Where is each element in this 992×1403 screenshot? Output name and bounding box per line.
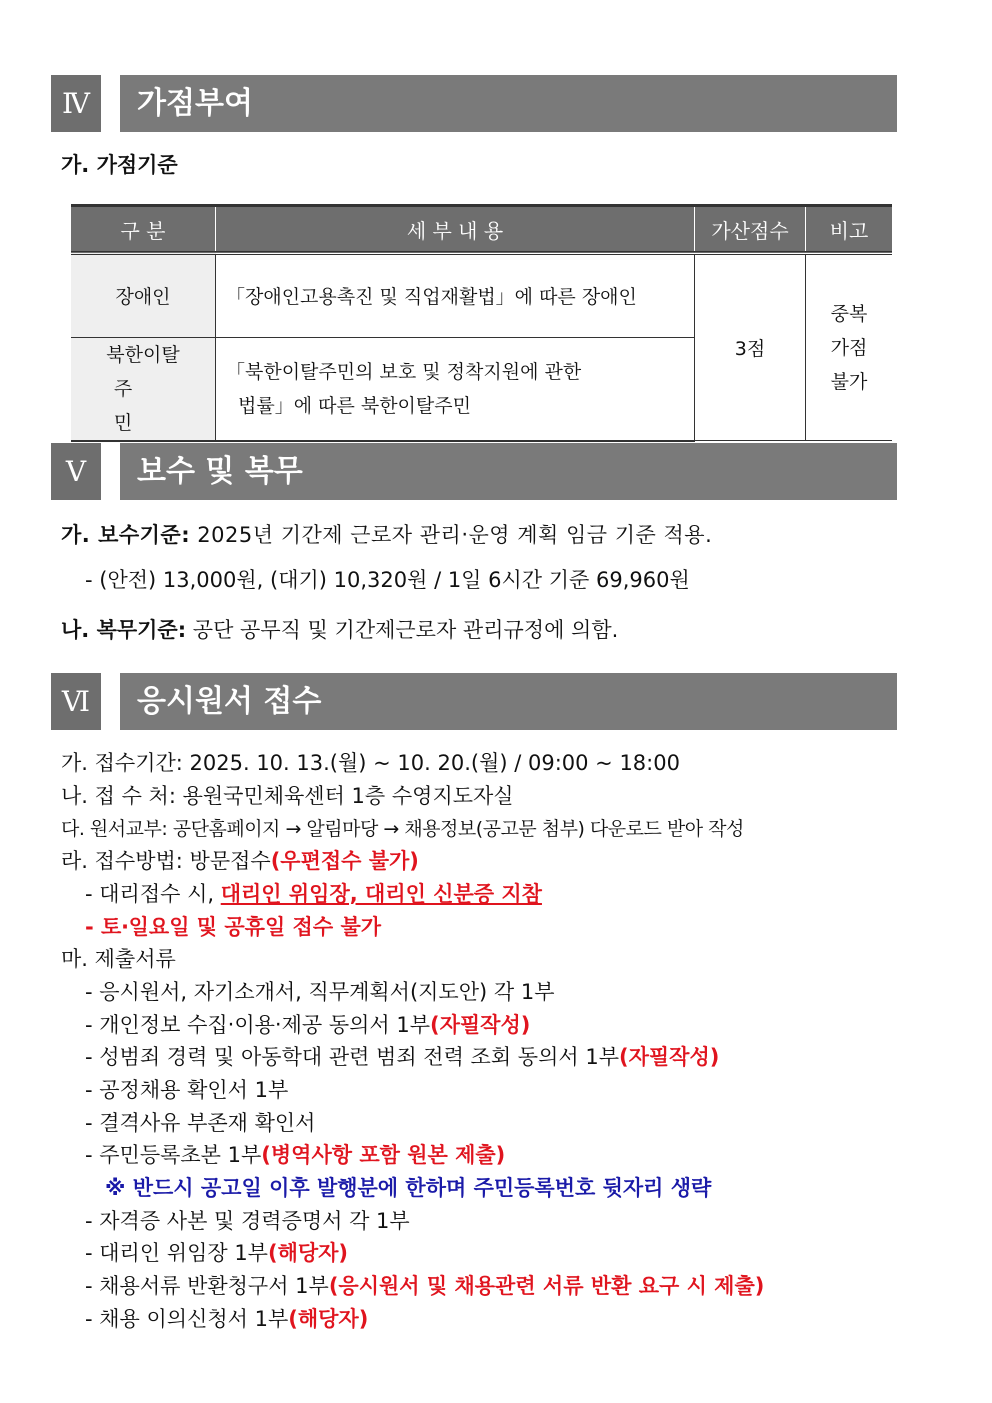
column-header: 구 분: [71, 206, 216, 254]
documents-title: 마. 제출서류: [61, 947, 176, 971]
section-number: Ⅴ: [51, 443, 101, 500]
pay-standard: 가. 보수기준: 2025년 기간제 근로자 관리‧운영 계획 임금 기준 적용.: [61, 523, 713, 547]
section-title: 응시원서 접수: [120, 673, 897, 730]
section-number: Ⅳ: [51, 75, 101, 132]
column-header: 가산점수: [695, 206, 806, 254]
list-item: - 응시원서, 자기소개서, 직무계획서(지도안) 각 1부: [85, 980, 555, 1004]
table-header-row: [71, 206, 892, 254]
list-item: - 채용서류 반환청구서 1부(응시원서 및 채용관련 서류 반환 요구 시 제출): [85, 1274, 765, 1298]
resident-record-note: ※ 반드시 공고일 이후 발행분에 한하며 주민등록번호 뒷자리 생략: [105, 1176, 712, 1200]
detail-cell: 「북한이탈주민의 보호 및 정착지원에 관한 법률」에 따른 북한이탈주민: [216, 337, 695, 441]
pay-detail: - (안전) 13,000원, (대기) 10,320원 / 1일 6시간 기준 69,960원: [85, 568, 690, 592]
list-item: - 자격증 사본 및 경력증명서 각 1부: [85, 1209, 410, 1233]
list-item: - 공정채용 확인서 1부: [85, 1078, 289, 1102]
application-period: 가. 접수기간: 2025. 10. 13.(월) ~ 10. 20.(월) / 09:00 ~ 18:00: [61, 751, 680, 775]
note-cell: 중복 가점 불가: [806, 253, 893, 441]
category-cell: 북한이탈 주 민: [71, 337, 216, 441]
list-item: - 성범죄 경력 및 아동학대 관련 범죄 전력 조회 동의서 1부(자필작성): [85, 1045, 720, 1069]
list-item: - 대리인 위임장 1부(해당자): [85, 1241, 349, 1265]
list-item: - 채용 이의신청서 1부(해당자): [85, 1307, 369, 1331]
list-item: - 결격사유 부존재 확인서: [85, 1111, 316, 1135]
application-method: 라. 접수방법: 방문접수(우편접수 불가): [61, 849, 419, 873]
bonus-points-table: [71, 204, 892, 442]
section-header-4: [51, 75, 897, 132]
form-distribution: 다. 원서교부: 공단홈페이지 → 알림마당 → 채용정보(공고문 첨부) 다운로드 받아 작성: [61, 818, 744, 840]
proxy-application: - 대리접수 시, 대리인 위임장, 대리인 신분증 지참: [85, 882, 542, 906]
list-item: - 개인정보 수집‧이용‧제공 동의서 1부(자필작성): [85, 1013, 531, 1037]
section-number: Ⅵ: [51, 673, 101, 730]
section-title: 가점부여: [120, 75, 897, 132]
section-title: 보수 및 복무: [120, 443, 897, 500]
column-header: 비고: [806, 206, 893, 254]
column-header: 세 부 내 용: [216, 206, 695, 254]
section-header-5: [51, 443, 897, 500]
section-header-6: [51, 673, 897, 730]
list-item: - 주민등록초본 1부(병역사항 포함 원본 제출): [85, 1143, 506, 1167]
application-place: 나. 접 수 처: 용원국민체육센터 1층 수영지도자실: [61, 784, 514, 808]
score-cell: 3점: [695, 253, 806, 441]
table-row: [71, 253, 892, 337]
duty-standard: 나. 복무기준: 공단 공무직 및 기간제근로자 관리규정에 의함.: [61, 618, 619, 642]
subsection-title: 가. 가점기준: [61, 153, 178, 177]
weekend-notice: - 토‧일요일 및 공휴일 접수 불가: [85, 915, 382, 939]
category-cell: 장애인: [71, 253, 216, 337]
detail-cell: 「장애인고용촉진 및 직업재활법」에 따른 장애인: [216, 253, 695, 337]
